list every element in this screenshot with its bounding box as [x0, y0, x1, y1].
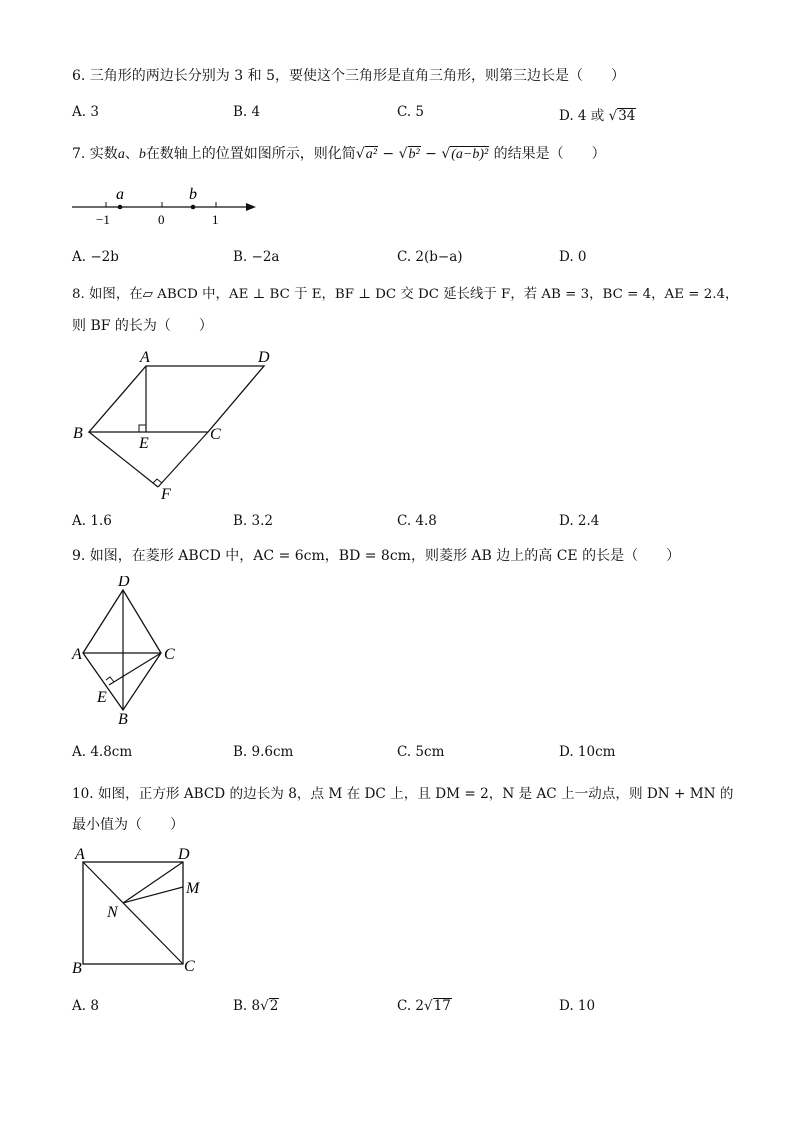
radicand-3: (a−b)²	[451, 147, 489, 162]
vertex-label-b: B	[118, 711, 128, 728]
sqrt-symbol: √	[608, 108, 618, 124]
option-c	[397, 998, 452, 1014]
option-c-text: C. 2	[397, 998, 425, 1014]
vertex-label-a: A	[140, 349, 150, 366]
option-b: B. 9.6cm	[233, 744, 294, 760]
vertex-label-c: C	[184, 958, 195, 975]
radicand: 17	[433, 998, 451, 1014]
segment-cf	[158, 432, 208, 487]
vertex-label-f: F	[161, 486, 171, 503]
option-c: C. 5	[397, 104, 425, 120]
segment-dn	[123, 862, 183, 903]
vertex-label-d: D	[178, 846, 190, 863]
vertex-label-e: E	[139, 435, 149, 452]
option-a: A. −2b	[72, 249, 119, 265]
sqrt-symbol: √	[398, 146, 408, 162]
option-a: A. 3	[72, 104, 99, 120]
option-a: A. 4.8cm	[72, 744, 133, 760]
tick-label-0: 0	[158, 212, 165, 227]
option-d-text: D. 4 或	[559, 108, 609, 124]
q7-middle: 在数轴上的位置如图所示，则化简	[145, 146, 356, 162]
question-9-stem: 9. 如图，在菱形 ABCD 中，AC = 6cm，BD = 8cm，则菱形 AB 边上的高 CE 的长是（ ）	[72, 548, 681, 564]
q7-prefix: 7. 实数	[72, 146, 118, 162]
parallelogram-figure	[66, 345, 286, 505]
question-10-stem-line1: 10. 如图，正方形 ABCD 的边长为 8，点 M 在 DC 上，且 DM = 2，N 是 AC 上一动点，则 DN + MN 的	[72, 786, 734, 802]
minus-sign: −	[377, 146, 399, 162]
question-10-stem-line2: 最小值为（ ）	[72, 817, 184, 833]
label-a: a	[116, 186, 124, 203]
vertex-label-b: B	[72, 960, 82, 977]
sqrt-symbol: √	[424, 998, 433, 1014]
option-b: B. −2a	[233, 249, 280, 265]
question-7-options	[72, 249, 752, 271]
point-label-m: M	[186, 880, 200, 897]
question-6-stem: 6. 三角形的两边长分别为 3 和 5，要使这个三角形是直角三角形，则第三边长是（ ）	[72, 68, 625, 84]
var-a: a	[117, 147, 125, 162]
number-line-figure	[66, 180, 266, 232]
sqrt-symbol: √	[260, 998, 269, 1014]
tick-label-1: 1	[212, 212, 219, 227]
rhombus-figure	[66, 576, 196, 731]
segment-ce	[109, 653, 161, 685]
parallelogram-abcd	[89, 366, 264, 432]
option-d: D. 2.4	[559, 513, 600, 529]
question-6-options	[72, 104, 752, 126]
rhombus-abcd	[83, 590, 161, 710]
vertex-label-c: C	[164, 646, 175, 663]
option-b: B. 4	[233, 104, 261, 120]
vertex-label-c: C	[210, 426, 221, 443]
square-figure	[66, 843, 216, 983]
question-8-options	[72, 513, 752, 535]
diagonal-ac	[83, 862, 183, 964]
question-8-stem-line2: 则 BF 的长为（ ）	[72, 318, 213, 334]
question-7-stem	[72, 144, 606, 165]
radicand: 2	[269, 998, 279, 1014]
vertex-label-a: A	[72, 646, 82, 663]
vertex-label-b: B	[73, 425, 83, 442]
right-angle-mark-f	[153, 479, 162, 483]
tick-label-neg1: −1	[96, 212, 110, 227]
arrow-right-icon	[246, 203, 256, 211]
q7-sep: 、	[124, 146, 139, 162]
vertex-label-a: A	[75, 846, 85, 863]
radicand-2: b²	[408, 147, 420, 162]
question-8-stem-line1: 8. 如图，在▱ ABCD 中，AE ⊥ BC 于 E，BF ⊥ DC 交 DC 延长线于 F，若 AB = 3，BC = 4，AE = 2.4，	[72, 287, 739, 302]
option-b	[233, 998, 279, 1014]
option-d: D. 0	[559, 249, 587, 265]
vertex-label-d: D	[258, 349, 270, 366]
option-d	[559, 104, 636, 124]
question-10-options	[72, 998, 752, 1020]
option-d: D. 10cm	[559, 744, 616, 760]
point-a	[118, 205, 123, 210]
label-b: b	[189, 186, 197, 203]
option-c: C. 2(b−a)	[397, 249, 463, 265]
point-b	[191, 205, 196, 210]
sqrt-symbol: √	[355, 146, 365, 162]
minus-sign: −	[420, 146, 442, 162]
radicand: 34	[618, 108, 636, 124]
vertex-label-d: D	[118, 576, 130, 590]
right-angle-mark-e	[106, 677, 114, 682]
vertex-label-e: E	[97, 689, 107, 706]
point-label-n: N	[107, 904, 118, 921]
right-angle-mark-e	[139, 425, 146, 432]
q7-suffix: 的结果是（ ）	[489, 146, 606, 162]
option-a: A. 1.6	[72, 513, 112, 529]
sqrt-symbol: √	[441, 146, 451, 162]
option-c: C. 4.8	[397, 513, 437, 529]
segment-mn	[123, 887, 183, 903]
question-9-options	[72, 744, 752, 766]
var-b: b	[138, 147, 146, 162]
option-b: B. 3.2	[233, 513, 273, 529]
option-c: C. 5cm	[397, 744, 445, 760]
option-a: A. 8	[72, 998, 99, 1014]
option-d: D. 10	[559, 998, 596, 1014]
option-b-text: B. 8	[233, 998, 261, 1014]
radicand-1: a²	[365, 147, 377, 162]
